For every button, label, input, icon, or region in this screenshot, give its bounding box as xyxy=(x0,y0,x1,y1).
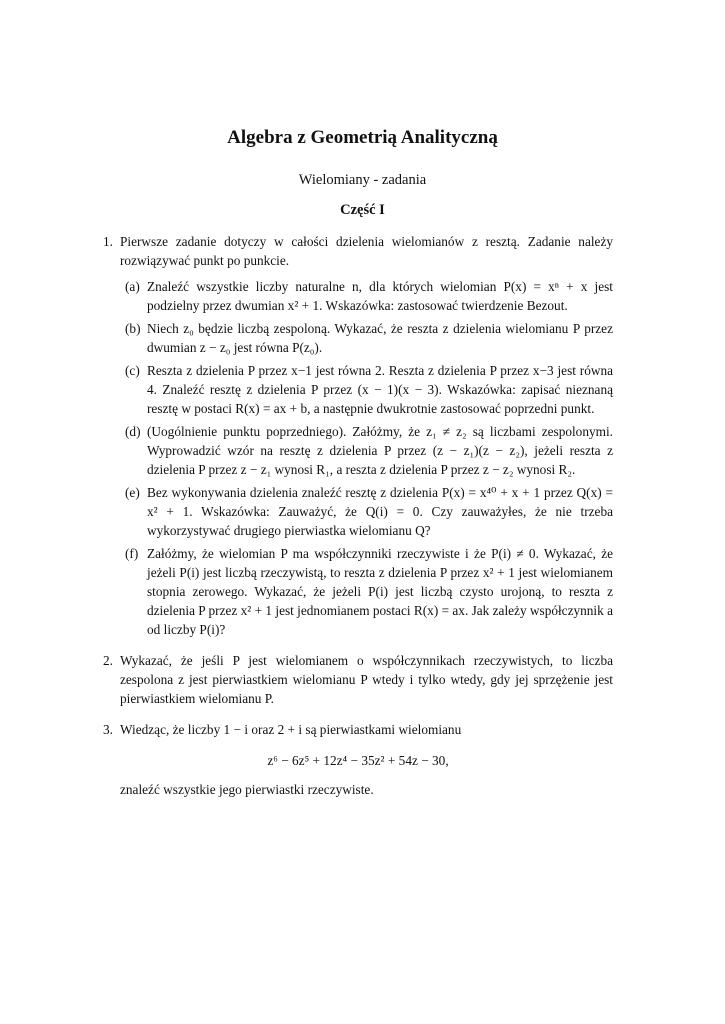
problem-text: Pierwsze zadanie dotyczy w całości dzielenia wielomianów z resztą. Zadanie należy rozwiązywać punkt po punkcie. xyxy=(120,234,613,268)
subitem-text: Znaleźć wszystkie liczby naturalne n, dla których wielomian P(x) = xⁿ + x jest podzielny przez dwumian x² + 1. Wskazówka: zastosować twierdzenie Bezout. xyxy=(147,279,613,313)
part-heading: Część I xyxy=(340,202,385,218)
document-title: Algebra z Geometrią Analityczną xyxy=(227,127,498,148)
problem-number: 3. xyxy=(103,722,113,737)
problem-2 xyxy=(103,651,613,708)
subitem-label: (f) xyxy=(125,546,139,561)
subitem-b xyxy=(120,319,613,357)
subitem-text: Załóżmy, że wielomian P ma współczynniki rzeczywiste i że P(i) ≠ 0. Wykazać, że jeżeli P(i) jest liczbą rzeczywistą, to reszta z dzielenia P przez x² + 1 jest wielomianem stopnia zerowego. Wykazać, że jeżeli P(i) jest liczbą czysto urojoną, to reszta z dzielenia P przez x² + 1 jest jednomianem postaci R(x) = ax. Jak zależy współczynnik a od liczby P(i)? xyxy=(147,546,614,637)
problem-list xyxy=(103,232,613,799)
subitem-text: Reszta z dzielenia P przez x−1 jest równa 2. Reszta z dzielenia P przez x−3 jest równa 4. Znaleźć resztę z dzielenia P przez (x − 1)(x − 3). Wskazówka: zapisać nieznaną resztę w postaci R(x) = ax + b, a następnie dwukrotnie zastosować poprzedni punkt. xyxy=(147,363,613,416)
subitem-text: Niech z₀ będzie liczbą zespoloną. Wykazać, że reszta z dzielenia wielomianu P przez dwumian z − z₀ jest równa P(z₀). xyxy=(147,321,613,355)
subitem-c xyxy=(120,361,613,418)
problem-text: Wykazać, że jeśli P jest wielomianem o współczynnikach rzeczywistych, to liczba zespolona z jest pierwiastkiem wielomianu P wtedy i tylko wtedy, gdy jej sprzężenie jest pierwiastkiem wielomianu P. xyxy=(120,653,613,706)
subitem-d xyxy=(120,422,613,479)
subitem-label: (c) xyxy=(125,363,140,378)
subitem-list xyxy=(120,277,613,639)
subitem-f xyxy=(120,544,613,639)
subitem-text: (Uogólnienie punktu poprzedniego). Załóżmy, że z₁ ≠ z₂ są liczbami zespolonymi. Wyprowadzić wzór na resztę z dzielenia P przez (z − z₁)(z − z₂), jeżeli reszta z dzielenia P przez z − z₁ wynosi R₁, a reszta z dzielenia P przez z − z₂ wynosi R₂. xyxy=(147,424,613,477)
subitem-e xyxy=(120,483,613,540)
problem-text-continued: znaleźć wszystkie jego pierwiastki rzeczywiste. xyxy=(120,782,374,797)
problem-number: 2. xyxy=(103,653,113,668)
subitem-label: (b) xyxy=(125,321,141,336)
problem-1 xyxy=(103,232,613,639)
polynomial-formula: z⁶ − 6z⁵ + 12z⁴ − 35z² + 54z − 30, xyxy=(267,753,449,768)
subitem-label: (d) xyxy=(125,424,141,439)
subitem-label: (a) xyxy=(125,279,140,294)
problem-number: 1. xyxy=(103,234,113,249)
subitem-text: Bez wykonywania dzielenia znaleźć resztę z dzielenia P(x) = x⁴⁰ + x + 1 przez Q(x) = x² + 1. Wskazówka: Zauważyć, że Q(i) = 0. Czy zauważyłes, że nie trzeba wykorzystywać drugiego pierwiastka wielomianu Q? xyxy=(147,485,613,538)
document-subtitle: Wielomiany - zadania xyxy=(298,172,427,188)
problem-3 xyxy=(103,720,613,799)
subitem-a xyxy=(120,277,613,315)
problem-text: Wiedząc, że liczby 1 − i oraz 2 + i są pierwiastkami wielomianu xyxy=(120,722,462,737)
subitem-label: (e) xyxy=(125,485,140,500)
